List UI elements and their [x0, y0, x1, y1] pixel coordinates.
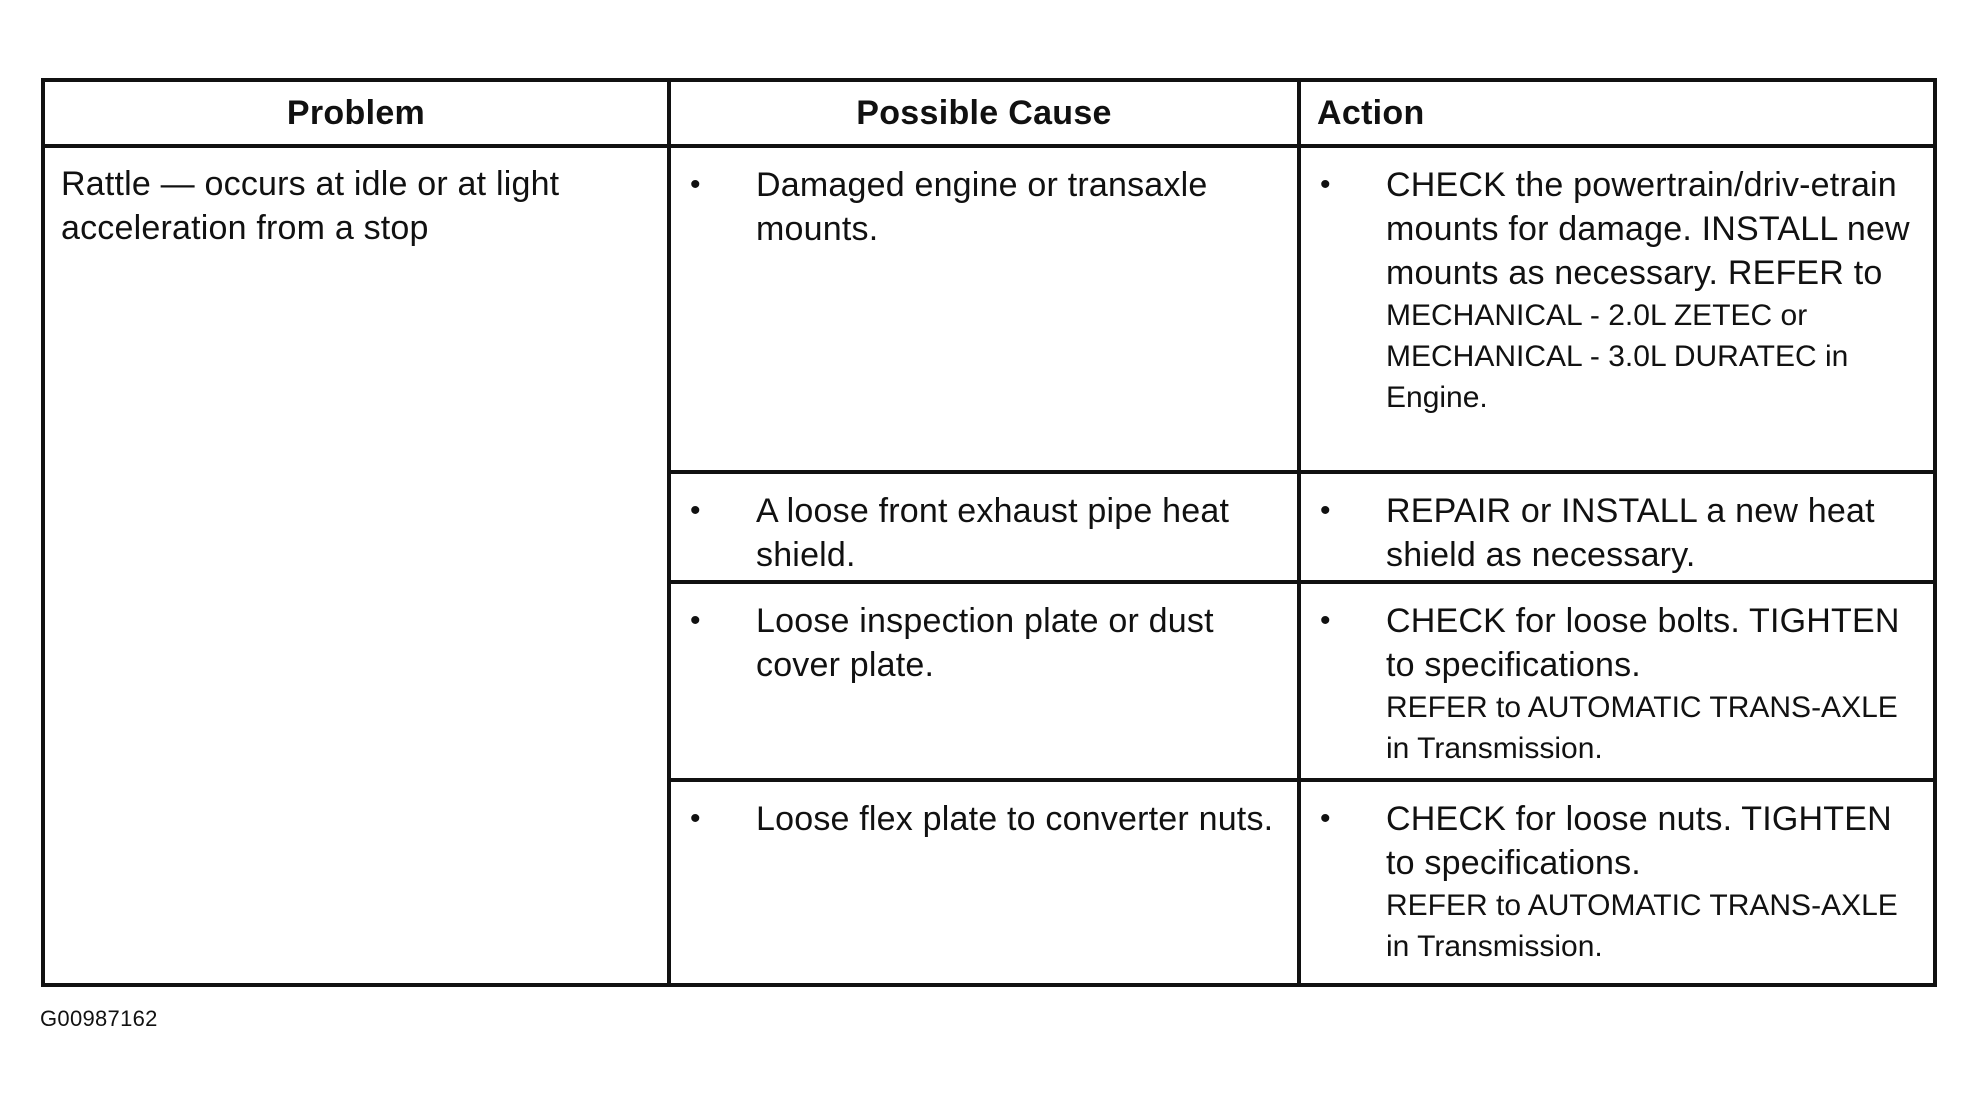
table-row — [43, 146, 1935, 472]
action-cell — [1299, 472, 1935, 582]
action-item — [1302, 783, 1932, 967]
header-problem: Problem — [43, 80, 669, 146]
cause-item — [672, 585, 1296, 687]
header-possible-cause: Possible Cause — [669, 80, 1299, 146]
action-text: CHECK for loose bolts. TIGHTEN to specifications. — [1386, 602, 1900, 684]
bullet-icon: • — [690, 494, 701, 527]
bullet-icon: • — [1320, 802, 1331, 835]
action-text: REPAIR or INSTALL a new heat shield as necessary. — [1386, 492, 1875, 574]
action-cell — [1299, 146, 1935, 472]
bullet-icon: • — [690, 802, 701, 835]
action-cell — [1299, 582, 1935, 780]
bullet-icon: • — [1320, 604, 1331, 637]
action-reference: MECHANICAL - 2.0L ZETEC or MECHANICAL - 3.0L DURATEC in Engine. — [1386, 299, 1849, 414]
cause-cell — [669, 780, 1299, 985]
bullet-icon: • — [1320, 494, 1331, 527]
cause-text: Loose inspection plate or dust cover plate. — [756, 602, 1214, 684]
cause-cell — [669, 146, 1299, 472]
action-item — [1302, 475, 1932, 577]
bullet-icon: • — [690, 168, 701, 201]
cause-text: Damaged engine or transaxle mounts. — [756, 166, 1208, 248]
action-item — [1302, 585, 1932, 769]
cause-text: A loose front exhaust pipe heat shield. — [756, 492, 1230, 574]
header-action: Action — [1299, 80, 1935, 146]
bullet-icon: • — [690, 604, 701, 637]
bullet-icon: • — [1320, 168, 1331, 201]
cause-cell — [669, 582, 1299, 780]
action-cell — [1299, 780, 1935, 985]
cause-item — [672, 783, 1296, 841]
cause-text: Loose flex plate to converter nuts. — [756, 800, 1274, 838]
figure-id-label: G00987162 — [40, 1006, 158, 1031]
diagnosis-table — [41, 78, 1937, 987]
problem-cell: Rattle — occurs at idle or at light acceleration from a stop — [43, 146, 669, 985]
action-reference: REFER to AUTOMATIC TRANS-AXLE in Transmission. — [1386, 889, 1898, 963]
action-item — [1302, 149, 1932, 418]
action-text: CHECK for loose nuts. TIGHTEN to specifications. — [1386, 800, 1892, 882]
cause-item — [672, 149, 1296, 251]
cause-cell — [669, 472, 1299, 582]
table-header-row — [43, 80, 1935, 146]
action-text: CHECK the powertrain/driv-etrain mounts for damage. INSTALL new mounts as necessary. REFER to — [1386, 166, 1910, 292]
action-reference: REFER to AUTOMATIC TRANS-AXLE in Transmission. — [1386, 691, 1898, 765]
cause-item — [672, 475, 1296, 577]
